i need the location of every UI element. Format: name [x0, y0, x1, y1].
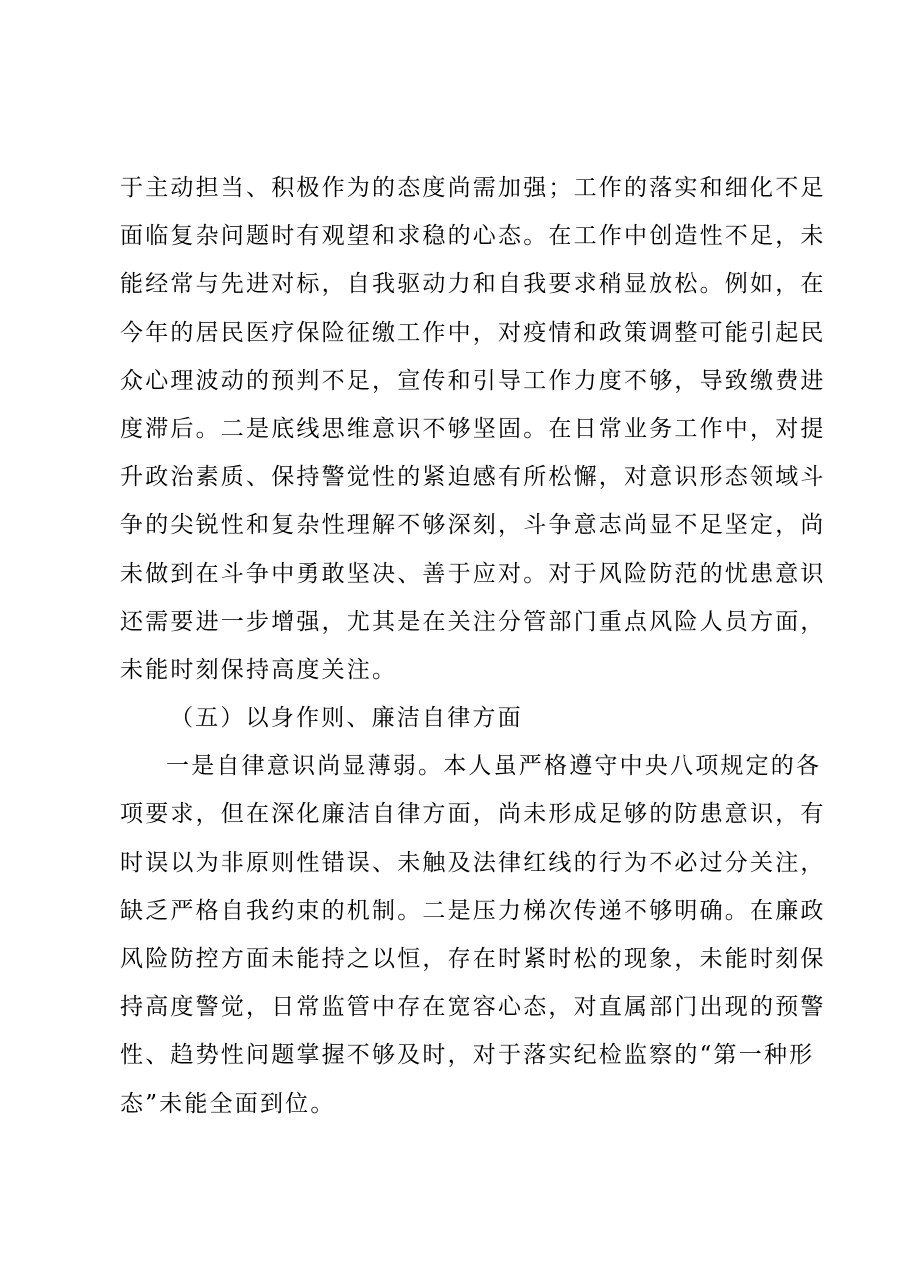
text-line: 项要求，但在深化廉洁自律方面，尚未形成足够的防患意识，有: [120, 801, 826, 828]
text-line: 风险防控方面未能持之以恒，存在时紧时松的现象，未能时刻保: [120, 946, 826, 972]
text-line: 未做到在斗争中勇敢坚决、善于应对。对于风险防范的忧患意识: [120, 560, 826, 587]
text-line: 今年的居民医疗保险征缴工作中，对疫情和政策调整可能引起民: [120, 319, 826, 346]
text-line: 升政治素质、保持警觉性的紧迫感有所松懈，对意识形态领域斗: [120, 464, 826, 491]
text-line: 缺乏严格自我约束的机制。二是压力梯次传递不够明确。在廉政: [120, 897, 826, 924]
text-line-last: 态”未能全面到位。: [120, 1090, 336, 1117]
document-page: [120, 164, 826, 1128]
text-line: 能经常与先进对标，自我驱动力和自我要求稍显放松。例如，在: [120, 271, 826, 298]
text-line: 持高度警觉，日常监管中存在宽容心态，对直属部门出现的预警: [120, 994, 826, 1021]
text-line: 性、趋势性问题掌握不够及时，对于落实纪检监察的“第一种形: [120, 1042, 815, 1069]
section-heading: （五）以身作则、廉洁自律方面: [170, 705, 523, 732]
text-line: 还需要进一步增强，尤其是在关注分管部门重点风险人员方面，: [120, 608, 826, 635]
text-line: 时误以为非原则性错误、未触及法律红线的行为不必过分关注，: [120, 849, 826, 876]
text-line-last: 未能时刻保持高度关注。: [120, 656, 398, 683]
text-line: 度滞后。二是底线思维意识不够坚固。在日常业务工作中，对提: [120, 415, 826, 442]
paragraph-self-discipline: [120, 742, 826, 1128]
text-line: 争的尖锐性和复杂性理解不够深刻，斗争意志尚显不足坚定，尚: [120, 512, 826, 539]
paragraph-continued: [120, 164, 826, 694]
text-line: 于主动担当、积极作为的态度尚需加强；工作的落实和细化不足: [120, 175, 826, 201]
text-line-first: 一是自律意识尚显薄弱。本人虽严格遵守中央八项规定的各: [166, 753, 822, 780]
text-line: 众心理波动的预判不足，宣传和引导工作力度不够，导致缴费进: [120, 367, 826, 394]
text-line: 面临复杂问题时有观望和求稳的心态。在工作中创造性不足，未: [120, 223, 826, 250]
